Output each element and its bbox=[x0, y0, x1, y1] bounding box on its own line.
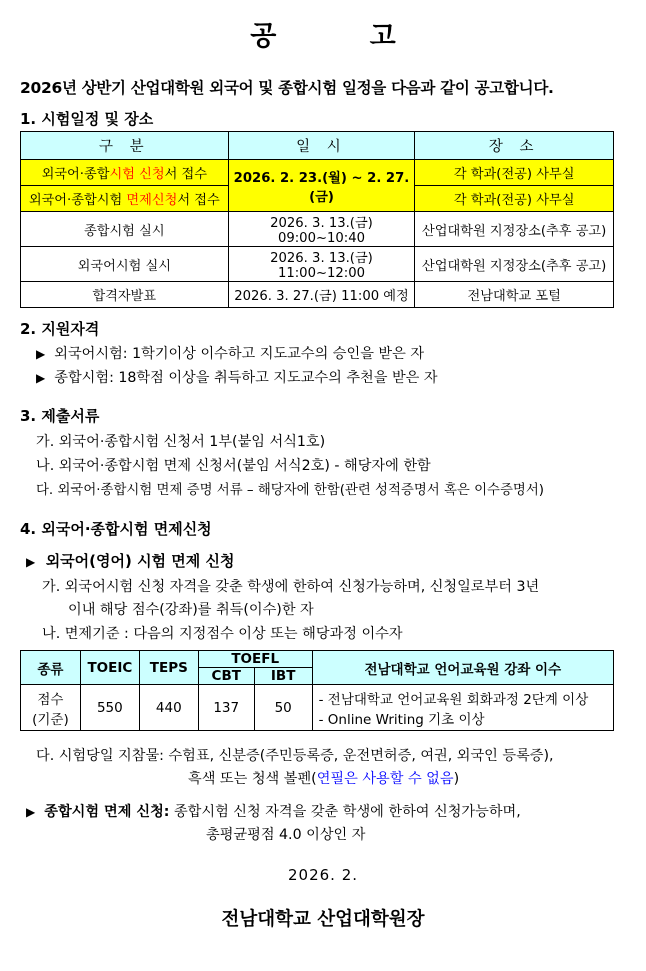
row-datetime: 2026. 3. 13.(금) 11:00~12:00 bbox=[228, 247, 415, 282]
row-datetime: 2026. 3. 27.(금) 11:00 예정 bbox=[228, 282, 415, 308]
header-datetime: 일 시 bbox=[228, 132, 415, 160]
exemption-category: 외국어·종합시험 면제신청서 접수 bbox=[21, 186, 229, 212]
triangle-bullet-icon: ▶ bbox=[26, 805, 36, 819]
list-item: 다. 외국어·종합시험 면제 증명 서류 – 해당자에 한함(관련 성적증명서 혹은 이수증명서) bbox=[36, 483, 545, 498]
teps-score: 440 bbox=[139, 685, 198, 731]
page-title: 공 고 bbox=[250, 21, 438, 52]
row-category: 외국어시험 실시 bbox=[21, 247, 229, 282]
schedule-header-row bbox=[21, 132, 614, 160]
triangle-bullet-icon: ▶ bbox=[36, 347, 46, 361]
header-category: 구 분 bbox=[21, 132, 229, 160]
clause-da-line2: 흑색 또는 청색 볼펜(연필은 사용할 수 없음) bbox=[188, 771, 460, 787]
header-teps: TEPS bbox=[139, 651, 198, 685]
table-row bbox=[21, 160, 614, 186]
header-place: 장 소 bbox=[415, 132, 614, 160]
toeic-score: 550 bbox=[80, 685, 139, 731]
schedule-table bbox=[20, 131, 614, 308]
signature: 전남대학교 산업대학원장 bbox=[221, 909, 425, 930]
section2-heading: 2. 지원자격 bbox=[20, 320, 100, 338]
list-item: ▶ 종합시험: 18학점 이상을 취득하고 지도교수의 추천을 받은 자 bbox=[36, 370, 438, 386]
list-item: ▶ 외국어시험: 1학기이상 이수하고 지도교수의 승인을 받은 자 bbox=[36, 346, 425, 362]
ibt-score: 50 bbox=[254, 685, 312, 731]
header-cbt: CBT bbox=[198, 668, 254, 685]
comprehensive-exemption-line1: ▶ 종합시험 면제 신청: 종합시험 신청 자격을 갖춘 학생에 한하여 신청가능하며, bbox=[26, 804, 521, 820]
cbt-score: 137 bbox=[198, 685, 254, 731]
score-label: 점수 (기준) bbox=[21, 685, 81, 731]
section1-heading: 1. 시험일정 및 장소 bbox=[20, 110, 154, 128]
table-row bbox=[21, 685, 614, 731]
row-place: 산업대학원 지정장소(추후 공고) bbox=[415, 212, 614, 247]
header-course: 전남대학교 언어교육원 강좌 이수 bbox=[312, 651, 613, 685]
header-toeic: TOEIC bbox=[80, 651, 139, 685]
list-item: 나. 외국어·종합시험 면제 신청서(붙임 서식2호) - 해당자에 한함 bbox=[36, 458, 431, 474]
triangle-bullet-icon: ▶ bbox=[26, 555, 36, 569]
table-row bbox=[21, 212, 614, 247]
comprehensive-exemption-line2: 총평균평점 4.0 이상인 자 bbox=[206, 827, 366, 843]
header-kind: 종류 bbox=[21, 651, 81, 685]
table-row bbox=[21, 247, 614, 282]
row-place: 산업대학원 지정장소(추후 공고) bbox=[415, 247, 614, 282]
exemption-table bbox=[20, 650, 614, 731]
section3-heading: 3. 제출서류 bbox=[20, 407, 100, 425]
list-item: 가. 외국어·종합시험 신청서 1부(붙임 서식1호) bbox=[36, 434, 326, 450]
application-place: 각 학과(전공) 사무실 bbox=[415, 160, 614, 186]
clause-da-line1: 다. 시험당일 지참물: 수험표, 신분증(주민등록증, 운전면허증, 여권, 외국인 등록증), bbox=[36, 748, 554, 764]
header-toefl: TOEFL bbox=[198, 651, 312, 668]
row-category: 합격자발표 bbox=[21, 282, 229, 308]
application-date: 2026. 2. 23.(월) ~ 2. 27.(금) bbox=[228, 160, 415, 212]
application-category: 외국어·종합시험 신청서 접수 bbox=[21, 160, 229, 186]
clause-ga-line2: 이내 해당 점수(강좌)를 취득(이수)한 자 bbox=[68, 602, 314, 618]
section4-heading: 4. 외국어·종합시험 면제신청 bbox=[20, 520, 212, 538]
clause-na: 나. 면제기준 : 다음의 지정점수 이상 또는 해당과정 이수자 bbox=[42, 626, 403, 642]
row-category: 종합시험 실시 bbox=[21, 212, 229, 247]
announcement-date: 2026. 2. bbox=[287, 866, 359, 884]
header-ibt: IBT bbox=[254, 668, 312, 685]
intro-text: 2026년 상반기 산업대학원 외국어 및 종합시험 일정을 다음과 같이 공고합니다. bbox=[20, 79, 554, 97]
clause-ga-line1: 가. 외국어시험 신청 자격을 갖춘 학생에 한하여 신청가능하며, 신청일로부터 3년 bbox=[42, 579, 540, 595]
row-place: 전남대학교 포털 bbox=[415, 282, 614, 308]
exemption-place: 각 학과(전공) 사무실 bbox=[415, 186, 614, 212]
table-row bbox=[21, 282, 614, 308]
course-requirement: - 전남대학교 언어교육원 회화과정 2단계 이상 - Online Writing 기초 이상 bbox=[312, 685, 613, 731]
row-datetime: 2026. 3. 13.(금) 09:00~10:40 bbox=[228, 212, 415, 247]
english-exemption-heading: ▶ 외국어(영어) 시험 면제 신청 bbox=[26, 552, 235, 570]
triangle-bullet-icon: ▶ bbox=[36, 371, 46, 385]
